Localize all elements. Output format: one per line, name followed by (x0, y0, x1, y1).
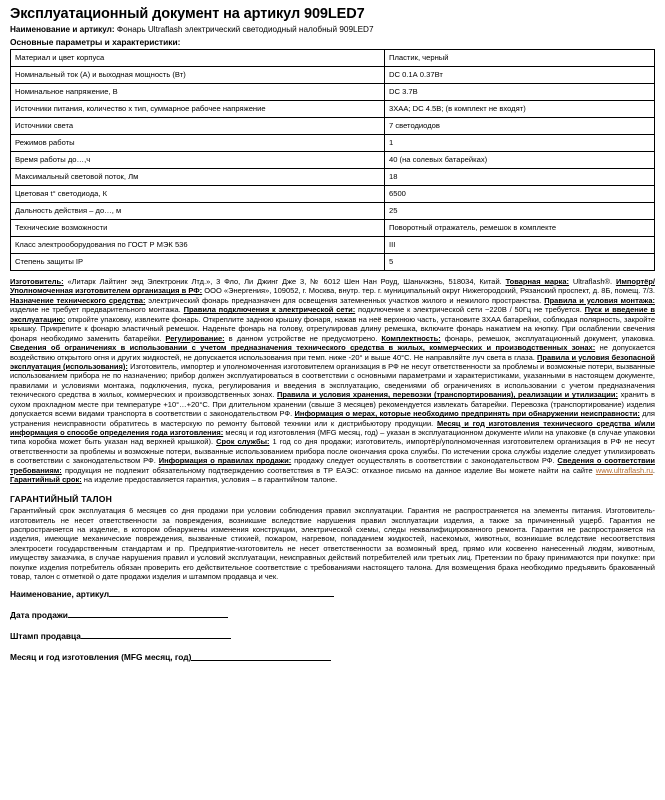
param-value: 40 (на солевых батарейках) (385, 152, 655, 169)
product-name-value: Фонарь Ultraflash электрический светодиодный налобный 909LED7 (116, 24, 374, 34)
safety-label: Правила и условия безопасной эксплуатация (использования): (10, 352, 655, 371)
field-row-name (10, 589, 655, 599)
ultraflash-website-link[interactable]: www.ultraflash.ru (595, 465, 653, 475)
table-row (11, 186, 655, 203)
param-value: Поворотный отражатель, ремешок в комплекте (385, 220, 655, 237)
param-name: Материал и цвет корпуса (11, 50, 385, 67)
table-row (11, 203, 655, 220)
field-underline-name[interactable] (109, 595, 334, 597)
connect-text: подключение к электрической сети ~220В / 50Гц не требуется. (355, 305, 585, 315)
param-name: Цветовая t° светодиода, К (11, 186, 385, 203)
param-name: Технические возможности (11, 220, 385, 237)
table-row (11, 67, 655, 84)
field-row-seller-stamp (10, 631, 655, 641)
table-row (11, 84, 655, 101)
param-value: III (385, 237, 655, 254)
sale-rules-text: продажу следует осуществлять в соответствии с законодательством РФ. (291, 456, 558, 466)
legal-body-text (10, 277, 655, 485)
storage-text: хранить в сухом прохладном месте при температуре +10°…+20°С. При длительном хранении (свыше 3 месяцев) рекомендуется извлекать батарейки. Перевозка (транспортирование) изделия допускается всеми видами транспорта в соответствии с законодательством РФ. (10, 390, 656, 419)
service-life-label: Срок службы: (216, 437, 270, 447)
limits-text: не допускается воздействию открытого огня и других жидкостей, не допускается использования при темп. ниже -20° и выше 40°С. Не направляйте луч света в глаза. (10, 343, 655, 362)
completeness-label: Комплектность: (381, 333, 441, 343)
param-name: Номинальный ток (А) и выходная мощность (Вт) (11, 67, 385, 84)
param-value: 5 (385, 254, 655, 271)
param-value: 7 светодиодов (385, 118, 655, 135)
conformity-label: Сведения о соответствии требованиям: (10, 456, 655, 475)
warranty-period-text: на изделие предоставляется гарантия, условия – в гарантийном талоне. (81, 475, 338, 485)
connect-label: Правила подключения к электрической сети: (183, 305, 356, 315)
field-underline-mfg-date[interactable] (191, 659, 331, 661)
parameters-table (10, 49, 655, 271)
safety-text: Изготовитель, импортер и уполномоченная изготовителем организация в РФ не несут ответственности за проблемы и возможные потери, вызванные использованием прибора не по назначению; прибор должен эксплуатироваться в соответствии с основными параметрами и характеристиками, указанными в настоящем документе, правилами и условиями монтажа, подключения, пуска, регулирования и введения в эксплуатацию, сведениями об ограничениях в использовании с учетом предназначения технического средства в жилых, коммерческих и производственных зонах. (10, 361, 655, 400)
measures-text: для устранения неисправности обратитесь в мастерскую по ремонту бытовой техники или к дистрибьютору продукции. (10, 409, 655, 428)
field-row-sale-date (10, 610, 655, 620)
trademark-label: Товарная марка: (505, 277, 570, 287)
param-value: 3ХАА; DC 4.5В; (в комплект не входят) (385, 101, 655, 118)
param-value: 1 (385, 135, 655, 152)
trademark-text: Ultraflash®. (569, 277, 616, 287)
field-label-seller-stamp: Штамп продавца (10, 631, 81, 642)
sale-rules-label: Информация о правилах продажи: (158, 456, 292, 466)
param-name: Источники света (11, 118, 385, 135)
param-name: Номинальное напряжение, В (11, 84, 385, 101)
conformity-text-end: . (652, 465, 655, 475)
measures-label: Информация о мерах, которые необходимо предпринять при обнаружении неисправности: (294, 409, 640, 419)
manufacture-date-text: месяц и год изготовления (MFG месяц, год) – указан в эксплуатационном документе и/или на упаковке (в случае упаковки типа коробка может быть указан над верхней крышкой). (10, 428, 655, 447)
manufacturer-text: «Литарк Лайтинг энд Электроник Лтд.», 3 Фло, Ли Джинг Дже 3, № 6012 Шен Нан Роуд, Шаньчжэнь, 518034, Китай. (63, 277, 506, 287)
param-name: Время работы до…,ч (11, 152, 385, 169)
completeness-text: фонарь, ремешок, эксплуатационный документ, упаковка. (440, 333, 655, 343)
param-name: Дальность действия – до…, м (11, 203, 385, 220)
param-value: 18 (385, 169, 655, 186)
param-value: 25 (385, 203, 655, 220)
table-row (11, 118, 655, 135)
param-name: Режимов работы (11, 135, 385, 152)
table-row (11, 152, 655, 169)
param-value: DC 3.7В (385, 84, 655, 101)
param-value: DC 0.1А 0.37Вт (385, 67, 655, 84)
field-row-mfg-date (10, 652, 655, 662)
table-row (11, 237, 655, 254)
param-name: Максимальный световой поток, Лм (11, 169, 385, 186)
field-label-sale-date: Дата продажи (10, 609, 68, 620)
table-row (11, 135, 655, 152)
param-name: Источники питания, количество х тип, суммарное рабочее напряжение (11, 101, 385, 118)
param-name: Класс электрооборудования по ГОСТ Р МЭК 536 (11, 237, 385, 254)
startup-label: Пуск и введение в эксплуатацию: (10, 305, 656, 324)
install-label: Правила и условия монтажа: (544, 295, 656, 305)
product-name-line (10, 25, 655, 35)
warranty-period-label: Гарантийный срок: (10, 475, 82, 485)
parameters-heading: Основные параметры и характеристики: (10, 36, 181, 47)
conformity-text: продукция не подлежит обязательному подтверждению соответствия в ТР ЕАЭС: отказное письмо на данное изделие Вы можете найти на сайте (61, 465, 596, 475)
param-value: Пластик, черный (385, 50, 655, 67)
manufacture-date-label: Месяц и год изготовления технического средства и/или информация о способе определения года изготовления: (10, 418, 655, 438)
storage-label: Правила и условия хранения, перевозки (транспортирования), реализации и утилизации: (277, 390, 618, 400)
param-value: 6500 (385, 186, 655, 203)
table-row (11, 101, 655, 118)
warranty-section-text: Гарантийный срок эксплуатация 6 месяцев со дня продажи при условии соблюдения правил эксплуатации. Гарантия не распространяется на элементы питания. Изготовитель-изготовитель не несет ответственности за повреждения, возникшие вследствие нарушения правил эксплуатации изделия, а также за причиненный ущерб. Гарантия не распространяется на изделие, в котором обнаружены изменения конструкции, электрической схемы, следы неквалифицированного ремонта. Гарантия не распространяется на изделия, имеющие механические повреждения, вызванные стихией, пожаром, нагревом, попаданием жидкостей, насекомых, животных, возникшие вследствие несоответствия электросети государственным стандартам и пр. Предприятие-изготовитель не несет ответственности за возможный вред, прямо или косвенно нанесенный людям, животным, имуществу заказчика, в случае нарушения правил и условий эксплуатации, неисправных действий потребителей или третьих лиц. Претензии по браку принимаются при покупке: при покупке изделия потребитель обязан проверить его действительное соответствие с требованиями настоящего талона. Для возмещения брака необходимо предъявить бракованный товар, талон с отметкой о дате продажи изделия и штампом продавца и чек. (10, 506, 655, 582)
regulation-label: Регулирование: (165, 333, 225, 343)
field-label-name: Наименование, артикул (10, 588, 110, 599)
install-text: изделие не требует предварительного монтажа. (10, 305, 184, 315)
table-row (11, 50, 655, 67)
startup-text: откройте упаковку, извлеките фонарь. Откреплите заднюю крышку фонаря, нажав на неё верхнюю часть, установите 3ХАА батарейки, соблюдая полярность, закройте крышку. Прикрепите к фонарю эластичный ремешок. Наденьте фонарь на голову, отрегулировав длину ремешка, включите фонарь нажатием на кнопку. При ослаблении свечения фонаря необходимо заменить батарейки. (10, 314, 655, 343)
purpose-text: электрический фонарь предназначен для освещения затемненных участков жилого и нежилого пространства. (145, 295, 545, 305)
purpose-label: Назначение технического средства: (10, 295, 146, 305)
field-underline-seller-stamp[interactable] (81, 637, 231, 639)
field-underline-sale-date[interactable] (68, 616, 228, 618)
limits-label: Сведения об ограничениях в использовании с учетом предназначения технического средства в жилых, коммерческих и производственных зонах: (10, 343, 596, 353)
warranty-section-title: ГАРАНТИЙНЫЙ ТАЛОН (10, 493, 113, 504)
page-title: Эксплуатационный документ на артикул 909LED7 (10, 6, 365, 22)
table-row (11, 220, 655, 237)
table-row (11, 254, 655, 271)
fill-in-fields (10, 589, 655, 663)
importer-label: Импортёр/Уполномоченная изготовителем организация в РФ: (10, 277, 655, 296)
manufacturer-label: Изготовитель: (10, 277, 64, 287)
table-row (11, 169, 655, 186)
product-name-label: Наименование и артикул: (10, 24, 115, 34)
service-life-text: 1 год со дня продажи; изготовитель, импортёр/уполномоченная изготовителем организация в РФ не несут ответственности за проблемы и возможные потери, вызванные использованием прибора после окончания срока службы. По истечении срока службы изделие следует утилизировать в соответствии с законодательством РФ. (10, 437, 655, 466)
importer-text: ООО «Энергения», 109052, г. Москва, внутр. тер. г. муниципальный округ Нижегородский, Рязанский проспект, д. 8Б, помещ. 7/3. (202, 286, 655, 296)
param-name: Степень защиты IP (11, 254, 385, 271)
regulation-text: в данном устройстве не предусмотрено. (224, 333, 382, 343)
field-label-mfg-date: Месяц и год изготовления (MFG месяц, год) (10, 652, 192, 663)
